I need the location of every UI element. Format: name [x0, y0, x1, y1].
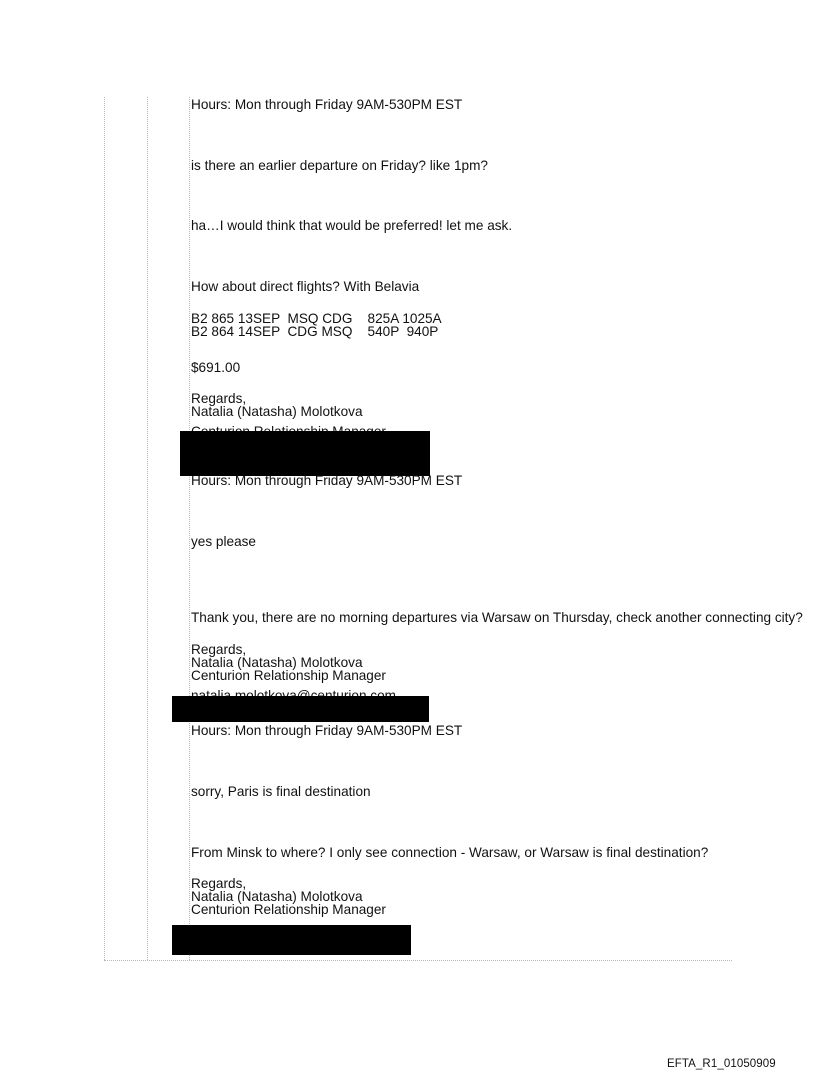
signature-2: [191, 643, 386, 682]
message-final-destination: sorry, Paris is final destination: [191, 784, 371, 799]
redaction-block-3: [172, 925, 411, 955]
signature-email-clipped: [191, 689, 396, 695]
frame-bottom-line: [104, 960, 732, 961]
message-yes-please: yes please: [191, 534, 256, 549]
fare-price: $691.00: [191, 360, 241, 375]
signature-name: Natalia (Natasha) Molotkova: [191, 655, 363, 670]
flight-line-return: B2 864 14SEP CDG MSQ 540P 940P: [191, 324, 439, 339]
flight-itinerary: [191, 312, 442, 338]
redaction-block-1: [180, 431, 430, 476]
signature-regards: Regards,: [191, 642, 247, 657]
signature-name: Natalia (Natasha) Molotkova: [191, 404, 363, 419]
signature-regards: Regards,: [191, 391, 247, 406]
frame-line-middle: [147, 97, 148, 960]
signature-name: Natalia (Natasha) Molotkova: [191, 889, 363, 904]
redaction-block-2: [172, 696, 429, 722]
message-no-morning-departures: Thank you, there are no morning departures via Warsaw on Thursday, check another connecting city?: [191, 610, 803, 625]
signature-1: [191, 392, 363, 418]
message-from-minsk: From Minsk to where? I only see connection - Warsaw, or Warsaw is final destination?: [191, 845, 709, 860]
signature-title: Centurion Relationship Manager: [191, 902, 386, 917]
signature-3: [191, 877, 386, 916]
signature-title: Centurion Relationship Manager: [191, 668, 386, 683]
hours-line: Hours: Mon through Friday 9AM-530PM EST: [191, 97, 463, 112]
flight-line-outbound: B2 865 13SEP MSQ CDG 825A 1025A: [191, 311, 442, 326]
quote-line: [189, 97, 190, 960]
message-earlier-departure: is there an earlier departure on Friday? like 1pm?: [191, 158, 488, 173]
signature-regards: Regards,: [191, 876, 247, 891]
message-direct-flights: How about direct flights? With Belavia: [191, 279, 420, 294]
document-id: EFTA_R1_01050909: [667, 1058, 776, 1070]
hours-line: Hours: Mon through Friday 9AM-530PM EST: [191, 473, 463, 488]
frame-line-outer: [104, 97, 105, 960]
message-preferred: ha…I would think that would be preferred! let me ask.: [191, 218, 513, 233]
hours-line: Hours: Mon through Friday 9AM-530PM EST: [191, 723, 463, 738]
